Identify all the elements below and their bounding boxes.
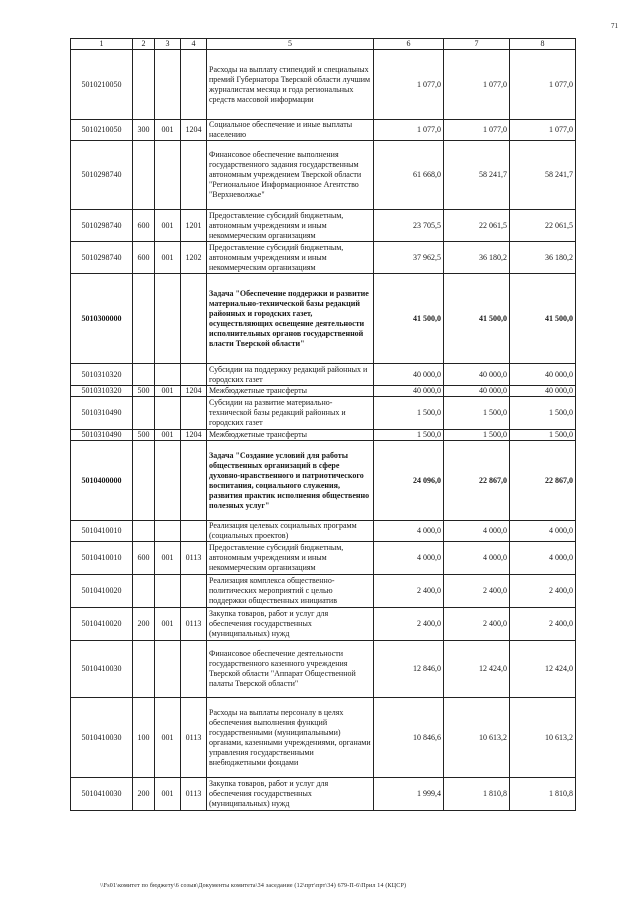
table-row	[71, 50, 576, 120]
section-code-cell	[181, 521, 207, 542]
section-code-cell	[181, 641, 207, 698]
amount-year3-cell: 22 867,0	[510, 441, 576, 521]
section-code-cell: 0113	[181, 778, 207, 811]
amount-year2-cell: 40 000,0	[444, 386, 510, 397]
amount-year1-cell: 1 999,4	[374, 778, 444, 811]
ministry-code-cell: 001	[155, 120, 181, 141]
table-row	[71, 141, 576, 210]
amount-year3-cell: 36 180,2	[510, 242, 576, 274]
amount-year2-cell: 1 077,0	[444, 50, 510, 120]
ministry-code-cell: 001	[155, 542, 181, 575]
amount-year3-cell: 58 241,7	[510, 141, 576, 210]
table-row	[71, 575, 576, 608]
amount-year3-cell: 2 400,0	[510, 608, 576, 641]
col-header-6: 6	[374, 39, 444, 50]
item-name-cell: Закупка товаров, работ и услуг для обеспечения государственных (муниципальных) нужд	[207, 778, 374, 811]
item-name-cell: Закупка товаров, работ и услуг для обеспечения государственных (муниципальных) нужд	[207, 608, 374, 641]
table-row	[71, 608, 576, 641]
section-code-cell: 1201	[181, 210, 207, 242]
amount-year2-cell: 4 000,0	[444, 521, 510, 542]
item-name-cell: Предоставление субсидий бюджетным, автономным учреждениям и иным некоммерческим организациям	[207, 242, 374, 274]
section-code-cell	[181, 397, 207, 430]
ministry-code-cell	[155, 575, 181, 608]
col-header-4: 4	[181, 39, 207, 50]
table-row	[71, 274, 576, 364]
ministry-code-cell: 001	[155, 430, 181, 441]
item-name-cell: Межбюджетные трансферты	[207, 386, 374, 397]
col-header-5: 5	[207, 39, 374, 50]
budget-code-cell: 5010298740	[71, 242, 133, 274]
item-name-cell: Реализация целевых социальных программ (социальных проектов)	[207, 521, 374, 542]
ministry-code-cell	[155, 364, 181, 386]
expense-type-cell	[133, 441, 155, 521]
expense-type-cell: 200	[133, 778, 155, 811]
budget-code-cell: 5010310490	[71, 397, 133, 430]
section-code-cell: 1204	[181, 120, 207, 141]
section-code-cell: 0113	[181, 608, 207, 641]
item-name-cell: Задача "Создание условий для работы общественных организаций в сфере духовно-нравственного и патриотического воспитания, социального служения, развития практик исполнения общественно полезных услуг"	[207, 441, 374, 521]
budget-code-cell: 5010400000	[71, 441, 133, 521]
expense-type-cell: 500	[133, 386, 155, 397]
amount-year2-cell: 10 613,2	[444, 698, 510, 778]
expense-type-cell	[133, 521, 155, 542]
item-name-cell: Предоставление субсидий бюджетным, автономным учреждениям и иным некоммерческим организациям	[207, 210, 374, 242]
expense-type-cell: 600	[133, 542, 155, 575]
amount-year1-cell: 1 500,0	[374, 397, 444, 430]
ministry-code-cell: 001	[155, 698, 181, 778]
budget-code-cell: 5010410030	[71, 698, 133, 778]
budget-code-cell: 5010310320	[71, 386, 133, 397]
amount-year2-cell: 22 061,5	[444, 210, 510, 242]
amount-year1-cell: 1 500,0	[374, 430, 444, 441]
budget-code-cell: 5010210050	[71, 50, 133, 120]
expense-type-cell	[133, 50, 155, 120]
table-row	[71, 397, 576, 430]
budget-code-cell: 5010410010	[71, 542, 133, 575]
table-row	[71, 521, 576, 542]
amount-year1-cell: 4 000,0	[374, 521, 444, 542]
table-row	[71, 542, 576, 575]
amount-year1-cell: 2 400,0	[374, 608, 444, 641]
table-row	[71, 242, 576, 274]
budget-code-cell: 5010410030	[71, 641, 133, 698]
budget-code-cell: 5010210050	[71, 120, 133, 141]
ministry-code-cell: 001	[155, 778, 181, 811]
amount-year1-cell: 12 846,0	[374, 641, 444, 698]
item-name-cell: Расходы на выплату стипендий и специальных премий Губернатора Тверской области лучшим журналистам месяца и года региональных средств массовой информации	[207, 50, 374, 120]
budget-code-cell: 5010410030	[71, 778, 133, 811]
ministry-code-cell	[155, 641, 181, 698]
col-header-1: 1	[71, 39, 133, 50]
table-row	[71, 778, 576, 811]
budget-code-cell: 5010310490	[71, 430, 133, 441]
section-code-cell	[181, 274, 207, 364]
amount-year2-cell: 58 241,7	[444, 141, 510, 210]
section-code-cell	[181, 364, 207, 386]
amount-year2-cell: 2 400,0	[444, 575, 510, 608]
budget-code-cell: 5010298740	[71, 210, 133, 242]
table-row	[71, 210, 576, 242]
amount-year1-cell: 24 096,0	[374, 441, 444, 521]
amount-year3-cell: 1 077,0	[510, 120, 576, 141]
file-path-footer: \\Fs01\комитет по бюджету\6 созыв\Документы комитета\34 заседание (12\прт\прт\34) 679-П-6\Прил 14 (КЦСР)	[100, 883, 407, 889]
expense-type-cell: 200	[133, 608, 155, 641]
expense-type-cell	[133, 397, 155, 430]
amount-year3-cell: 1 810,8	[510, 778, 576, 811]
amount-year3-cell: 10 613,2	[510, 698, 576, 778]
amount-year3-cell: 4 000,0	[510, 542, 576, 575]
ministry-code-cell: 001	[155, 210, 181, 242]
amount-year2-cell: 4 000,0	[444, 542, 510, 575]
expense-type-cell	[133, 274, 155, 364]
item-name-cell: Реализация комплекса общественно-политических мероприятий с целью поддержки общественных инициатив	[207, 575, 374, 608]
table-row	[71, 698, 576, 778]
amount-year2-cell: 1 077,0	[444, 120, 510, 141]
amount-year1-cell: 2 400,0	[374, 575, 444, 608]
amount-year2-cell: 36 180,2	[444, 242, 510, 274]
amount-year1-cell: 23 705,5	[374, 210, 444, 242]
ministry-code-cell: 001	[155, 608, 181, 641]
amount-year1-cell: 1 077,0	[374, 50, 444, 120]
table-row	[71, 441, 576, 521]
expense-type-cell: 100	[133, 698, 155, 778]
budget-code-cell: 5010310320	[71, 364, 133, 386]
amount-year2-cell: 12 424,0	[444, 641, 510, 698]
amount-year1-cell: 41 500,0	[374, 274, 444, 364]
ministry-code-cell: 001	[155, 386, 181, 397]
expense-type-cell	[133, 364, 155, 386]
amount-year1-cell: 10 846,6	[374, 698, 444, 778]
ministry-code-cell	[155, 50, 181, 120]
budget-code-cell: 5010298740	[71, 141, 133, 210]
amount-year1-cell: 4 000,0	[374, 542, 444, 575]
budget-code-cell: 5010300000	[71, 274, 133, 364]
section-code-cell: 1202	[181, 242, 207, 274]
budget-table	[70, 38, 576, 811]
expense-type-cell: 600	[133, 210, 155, 242]
item-name-cell: Задача "Обеспечение поддержки и развитие материально-технической базы редакций районных и городских газет, осуществляющих освещение деятельности исполнительных органов государственной власти Тверской области"	[207, 274, 374, 364]
header-row	[71, 39, 576, 50]
budget-code-cell: 5010410010	[71, 521, 133, 542]
amount-year2-cell: 1 500,0	[444, 430, 510, 441]
amount-year3-cell: 40 000,0	[510, 386, 576, 397]
item-name-cell: Социальное обеспечение и иные выплаты населению	[207, 120, 374, 141]
table-row	[71, 430, 576, 441]
section-code-cell: 1204	[181, 386, 207, 397]
amount-year2-cell: 1 500,0	[444, 397, 510, 430]
amount-year3-cell: 2 400,0	[510, 575, 576, 608]
section-code-cell	[181, 50, 207, 120]
amount-year3-cell: 12 424,0	[510, 641, 576, 698]
amount-year1-cell: 40 000,0	[374, 386, 444, 397]
amount-year2-cell: 22 867,0	[444, 441, 510, 521]
ministry-code-cell	[155, 441, 181, 521]
ministry-code-cell	[155, 397, 181, 430]
amount-year1-cell: 37 962,5	[374, 242, 444, 274]
item-name-cell: Предоставление субсидий бюджетным, автономным учреждениям и иным некоммерческим организациям	[207, 542, 374, 575]
col-header-7: 7	[444, 39, 510, 50]
amount-year1-cell: 1 077,0	[374, 120, 444, 141]
expense-type-cell	[133, 141, 155, 210]
section-code-cell	[181, 575, 207, 608]
amount-year2-cell: 1 810,8	[444, 778, 510, 811]
item-name-cell: Межбюджетные трансферты	[207, 430, 374, 441]
section-code-cell: 1204	[181, 430, 207, 441]
amount-year1-cell: 40 000,0	[374, 364, 444, 386]
amount-year3-cell: 41 500,0	[510, 274, 576, 364]
amount-year3-cell: 40 000,0	[510, 364, 576, 386]
col-header-2: 2	[133, 39, 155, 50]
amount-year2-cell: 2 400,0	[444, 608, 510, 641]
expense-type-cell: 300	[133, 120, 155, 141]
section-code-cell	[181, 441, 207, 521]
ministry-code-cell	[155, 274, 181, 364]
ministry-code-cell	[155, 521, 181, 542]
page-number: 71	[611, 22, 618, 30]
section-code-cell: 0113	[181, 698, 207, 778]
amount-year3-cell: 1 500,0	[510, 397, 576, 430]
expense-type-cell: 500	[133, 430, 155, 441]
amount-year3-cell: 1 500,0	[510, 430, 576, 441]
expense-type-cell	[133, 575, 155, 608]
section-code-cell: 0113	[181, 542, 207, 575]
ministry-code-cell	[155, 141, 181, 210]
col-header-8: 8	[510, 39, 576, 50]
amount-year2-cell: 41 500,0	[444, 274, 510, 364]
expense-type-cell: 600	[133, 242, 155, 274]
amount-year3-cell: 22 061,5	[510, 210, 576, 242]
amount-year1-cell: 61 668,0	[374, 141, 444, 210]
section-code-cell	[181, 141, 207, 210]
table-row	[71, 364, 576, 386]
item-name-cell: Субсидии на развитие материально-технической базы редакций районных и городских газет	[207, 397, 374, 430]
amount-year2-cell: 40 000,0	[444, 364, 510, 386]
table-row	[71, 120, 576, 141]
amount-year3-cell: 4 000,0	[510, 521, 576, 542]
budget-code-cell: 5010410020	[71, 608, 133, 641]
ministry-code-cell: 001	[155, 242, 181, 274]
item-name-cell: Финансовое обеспечение выполнения государственного задания государственным автономным учреждением Тверской области "Региональное Информационное Агентство "Верхневолжье"	[207, 141, 374, 210]
table-row	[71, 386, 576, 397]
col-header-3: 3	[155, 39, 181, 50]
expense-type-cell	[133, 641, 155, 698]
budget-code-cell: 5010410020	[71, 575, 133, 608]
amount-year3-cell: 1 077,0	[510, 50, 576, 120]
item-name-cell: Расходы на выплаты персоналу в целях обеспечения выполнения функций государственными (муниципальными) органами, казенными учреждениями, органами управления государственными внебюджетными фондами	[207, 698, 374, 778]
item-name-cell: Субсидии на поддержку редакций районных и городских газет	[207, 364, 374, 386]
table-row	[71, 641, 576, 698]
item-name-cell: Финансовое обеспечение деятельности государственного казенного учреждения Тверской области "Аппарат Общественной палаты Тверской области"	[207, 641, 374, 698]
